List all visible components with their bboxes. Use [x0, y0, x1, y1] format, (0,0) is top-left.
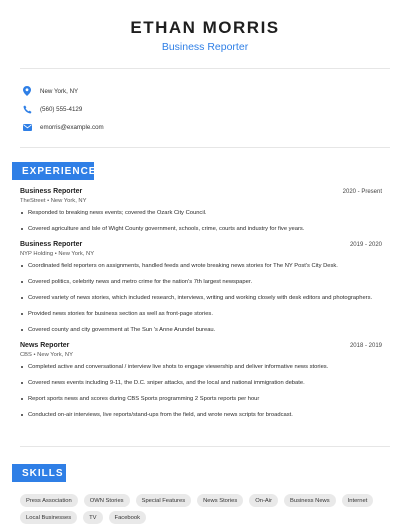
- divider: [20, 446, 390, 447]
- skill-chip: OWN Stories: [84, 494, 130, 507]
- job-entry: [20, 241, 382, 334]
- skills-list: [20, 494, 390, 528]
- job-entry: [20, 188, 382, 233]
- skill-chip: Press Association: [20, 494, 78, 507]
- contact-location: [22, 82, 104, 100]
- job-entry: [20, 342, 382, 419]
- map-pin-icon: [22, 86, 32, 96]
- job-bullet: Covered agriculture and Isle of Wight County government, schools, crime, courts and industry for five years.: [20, 225, 382, 233]
- job-bullet: Covered county and city government at The Sun 's Anne Arundel bureau.: [20, 326, 382, 334]
- skill-chip: On-Air: [249, 494, 278, 507]
- contact-email: [22, 118, 104, 136]
- job-bullet: Covered news events including 9-11, the D.C. sniper attacks, and the local and national immigration debate.: [20, 379, 382, 387]
- job-bullet: Completed active and conversational / interview live shots to engage viewership and deliver informative news stories.: [20, 363, 382, 371]
- divider: [20, 147, 390, 148]
- job-bullet: Coordinated field reporters on assignments, handled feeds and wrote breaking news stories for The NY Post's City Desk.: [20, 262, 382, 270]
- skill-chip: Local Businesses: [20, 511, 77, 524]
- job-bullet: Covered variety of news stories, which included research, interviews, writing and working closely with desk editors and photographers.: [20, 294, 382, 302]
- job-bullet: Covered politics, celebrity news and metro crime for the nation's 7th largest newspaper.: [20, 278, 382, 286]
- candidate-name: ETHAN MORRIS: [130, 18, 280, 37]
- candidate-role: Business Reporter: [161, 41, 249, 53]
- skill-chip: News Stories: [197, 494, 243, 507]
- phone-icon: [22, 104, 32, 114]
- divider: [20, 68, 390, 69]
- job-title: Business Reporter: [20, 188, 83, 195]
- job-employer: NYP Holding • New York, NY: [20, 251, 95, 257]
- contact-phone: [22, 100, 104, 118]
- job-bullet: Provided news stories for business section as well as front-page stories.: [20, 310, 382, 318]
- phone-text: (560) 555-4129: [40, 105, 83, 113]
- mail-icon: [22, 122, 32, 132]
- job-bullet: Conducted on-air interviews, live reports/stand-ups from the field, and wrote news scripts for broadcast.: [20, 411, 382, 419]
- skill-chip: Special Features: [136, 494, 192, 507]
- job-bullet: Report sports news and scores during CBS Sports programming 2 Sports reports per hour: [20, 395, 382, 403]
- resume-header: [0, 0, 410, 53]
- experience-heading: EXPERIENCE: [12, 162, 94, 180]
- skill-chip: Business News: [284, 494, 336, 507]
- skill-chip: Facebook: [109, 511, 146, 524]
- job-title: Business Reporter: [20, 241, 83, 248]
- job-date: 2020 - Present: [342, 189, 382, 195]
- job-date: 2019 - 2020: [349, 242, 382, 248]
- job-employer: TheStreet • New York, NY: [20, 198, 87, 204]
- job-title: News Reporter: [20, 342, 70, 349]
- job-bullet: Responded to breaking news events; covered the Ozark City Council.: [20, 209, 382, 217]
- location-text: New York, NY: [40, 87, 79, 95]
- skill-chip: TV: [83, 511, 102, 524]
- job-date: 2018 - 2019: [349, 343, 382, 349]
- skills-heading: SKILLS: [12, 464, 66, 482]
- email-text: emorris@example.com: [40, 123, 104, 131]
- skill-chip: Internet: [342, 494, 374, 507]
- experience-list: [20, 188, 382, 427]
- job-employer: CBS • New York, NY: [20, 352, 73, 358]
- contact-block: [22, 82, 104, 137]
